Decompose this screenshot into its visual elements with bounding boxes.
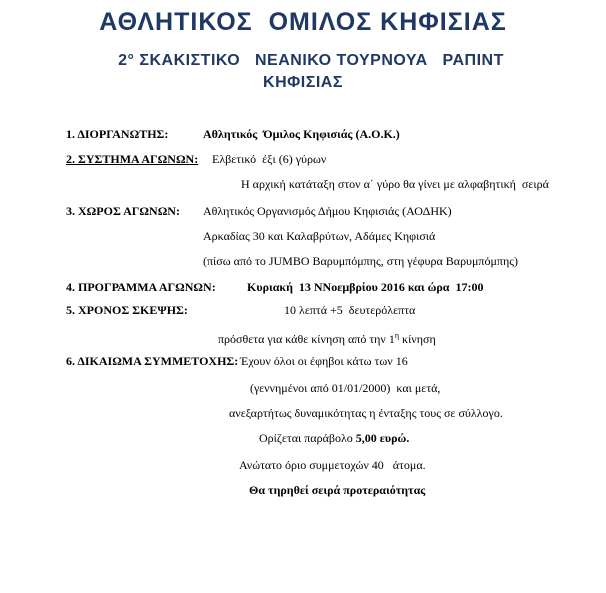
priority-note: Θα τηρηθεί σειρά προτεραιότητας (249, 483, 426, 497)
eligibility-line2: (γεννημένοι από 01/01/2000) και μετά, (250, 381, 441, 395)
time-control-line2-end: κίνηση (399, 332, 436, 346)
time-control-ordinal-superscript: η (394, 331, 400, 340)
organizer-label: 1. ΔΙΟΡΓΑΝΩΤΗΣ: (66, 127, 169, 141)
organizer-value: Αθλητικός Όμιλος Κηφισιάς (Α.Ο.Κ.) (203, 127, 400, 141)
system-line2: Η αρχική κατάταξη στον α΄ γύρο θα γίνει με αλφαβητική σειρά (241, 177, 549, 191)
system-line1: Ελβετικό έξι (6) γύρων (212, 152, 327, 166)
eligibility-line1: Έχουν όλοι οι έφηβοι κάτω των 16 (240, 354, 408, 368)
venue-line3: (πίσω από το JUMBO Βαρυμπόμπης, στη γέφυρα Βαρυμπόμπης) (203, 254, 519, 268)
fee-amount: 5,00 ευρώ. (355, 431, 410, 445)
max-participants: Ανώτατο όριο συμμετοχών 40 άτομα. (239, 458, 426, 472)
eligibility-line3: ανεξαρτήτως δυναμικότητας η ένταξης τους σε σύλλογο. (229, 406, 503, 420)
venue-line1: Αθλητικός Οργανισμός Δήμου Κηφισιάς (ΑΟΔΗΚ) (203, 204, 452, 218)
eligibility-label: 6. ΔΙΚΑΙΩΜΑ ΣΥΜΜΕΤΟΧΗΣ: (66, 354, 239, 368)
fee-line (259, 431, 409, 445)
time-control-line2-text: πρόσθετα για κάθε κίνηση από την 1 (218, 332, 395, 346)
time-control-line1: 10 λεπτά +5 δευτερόλεπτα (284, 303, 416, 317)
schedule-value: Κυριακή 13 ΝΝοεμβρίου 2016 και ώρα 17:00 (247, 280, 484, 294)
schedule-label: 4. ΠΡΟΓΡΑΜΜΑ ΑΓΩΝΩΝ: (66, 280, 216, 294)
document-subtitle-line2: ΚΗΦΙΣΙΑΣ (263, 74, 343, 91)
venue-label: 3. ΧΩΡΟΣ ΑΓΩΝΩΝ: (66, 204, 180, 218)
document-title: ΑΘΛΗΤΙΚΟΣ ΟΜΙΛΟΣ ΚΗΦΙΣΙΑΣ (99, 8, 507, 36)
fee-text: Ορίζεται παράβολο (259, 431, 356, 445)
time-control-line2 (218, 329, 436, 346)
system-label: 2. ΣΥΣΤΗΜΑ ΑΓΩΝΩΝ: (66, 152, 199, 166)
venue-line2: Αρκαδίας 30 και Καλαβρύτων, Αδάμες Κηφισιά (203, 229, 436, 243)
time-control-label: 5. ΧΡΟΝΟΣ ΣΚΕΨΗΣ: (66, 303, 188, 317)
document-subtitle-line1: 2° ΣΚΑΚΙΣΤΙΚΟ ΝΕΑΝΙΚΟ ΤΟΥΡΝΟΥΑ ΡΑΠΙΝΤ (118, 52, 504, 69)
